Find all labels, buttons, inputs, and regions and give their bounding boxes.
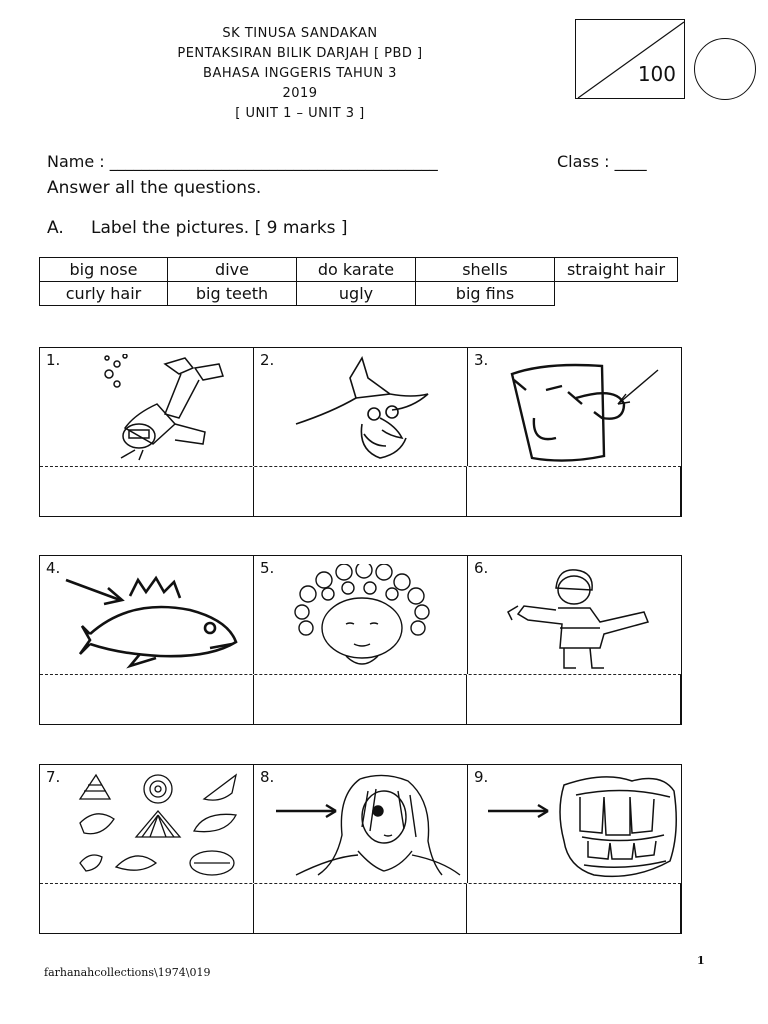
answer-box-7[interactable]: [40, 884, 254, 933]
assessment-title: PENTAKSIRAN BILIK DARJAH [ PBD ]: [177, 46, 423, 61]
score-total: 100: [637, 62, 676, 86]
picture-grid-row-2: [39, 555, 682, 725]
score-diagonal: [576, 20, 686, 100]
section-title: Label the pictures. [ 9 marks ]: [91, 218, 348, 238]
diver-icon: [95, 354, 245, 462]
instruction: Answer all the questions.: [47, 178, 262, 198]
answer-box-2[interactable]: [254, 467, 468, 516]
item-number: 5.: [260, 559, 275, 577]
picture-grid-row-3: [39, 764, 682, 934]
item-number: 9.: [474, 768, 489, 786]
word-bank-item: do karate: [297, 258, 416, 282]
section-a-heading: [47, 218, 348, 238]
picture-cell-6: [468, 556, 681, 674]
picture-cell-5: [254, 556, 468, 674]
picture-cell-2: [254, 348, 468, 466]
year-label: 2019: [282, 86, 318, 101]
school-name: SK TINUSA SANDAKAN: [222, 26, 378, 41]
footer-credit: farhanahcollections\1974\019: [44, 966, 211, 979]
curly-hair-girl-icon: [288, 564, 438, 672]
shells-icon: [76, 771, 246, 879]
class-blank[interactable]: ____: [614, 152, 647, 171]
word-bank-item: ugly: [297, 282, 416, 306]
word-bank-item: shells: [416, 258, 555, 282]
word-bank-item: big fins: [416, 282, 555, 306]
word-bank-item: big teeth: [168, 282, 297, 306]
picture-cell-3: [468, 348, 681, 466]
item-number: 8.: [260, 768, 275, 786]
units-label: [ UNIT 1 – UNIT 3 ]: [235, 106, 365, 121]
page-number: 1: [697, 954, 705, 967]
answer-box-1[interactable]: [40, 467, 254, 516]
big-nose-icon: [506, 360, 666, 464]
name-blank[interactable]: _________________________________________: [109, 152, 438, 171]
item-number: 2.: [260, 351, 275, 369]
item-number: 6.: [474, 559, 489, 577]
word-bank-item: curly hair: [40, 282, 168, 306]
item-number: 4.: [46, 559, 61, 577]
picture-cell-7: [40, 765, 254, 883]
word-bank-item: big nose: [40, 258, 168, 282]
grade-circle: [694, 38, 756, 100]
big-teeth-icon: [484, 771, 680, 881]
answer-box-5[interactable]: [254, 675, 468, 724]
class-label: Class :: [557, 152, 610, 171]
answer-box-6[interactable]: [467, 675, 681, 724]
word-bank-item: straight hair: [555, 258, 678, 282]
picture-cell-4: [40, 556, 254, 674]
straight-hair-girl-icon: [272, 771, 467, 881]
answer-box-4[interactable]: [40, 675, 254, 724]
score-box: [575, 19, 685, 99]
name-label: Name :: [47, 152, 105, 171]
item-number: 7.: [46, 768, 61, 786]
witch-icon: [292, 354, 432, 462]
answer-box-8[interactable]: [254, 884, 468, 933]
picture-grid-row-1: [39, 347, 682, 517]
section-letter: A.: [47, 218, 64, 238]
word-bank: [39, 257, 678, 306]
class-field[interactable]: [557, 152, 647, 171]
item-number: 1.: [46, 351, 61, 369]
item-number: 3.: [474, 351, 489, 369]
answer-box-9[interactable]: [467, 884, 681, 933]
picture-cell-1: [40, 348, 254, 466]
fish-fins-icon: [60, 570, 250, 670]
picture-cell-9: [468, 765, 681, 883]
name-field[interactable]: [47, 152, 438, 171]
subject-title: BAHASA INGGERIS TAHUN 3: [203, 66, 397, 81]
karate-boy-icon: [504, 564, 674, 672]
picture-cell-8: [254, 765, 468, 883]
worksheet-header: [150, 24, 450, 124]
answer-box-3[interactable]: [467, 467, 681, 516]
word-bank-item: dive: [168, 258, 297, 282]
